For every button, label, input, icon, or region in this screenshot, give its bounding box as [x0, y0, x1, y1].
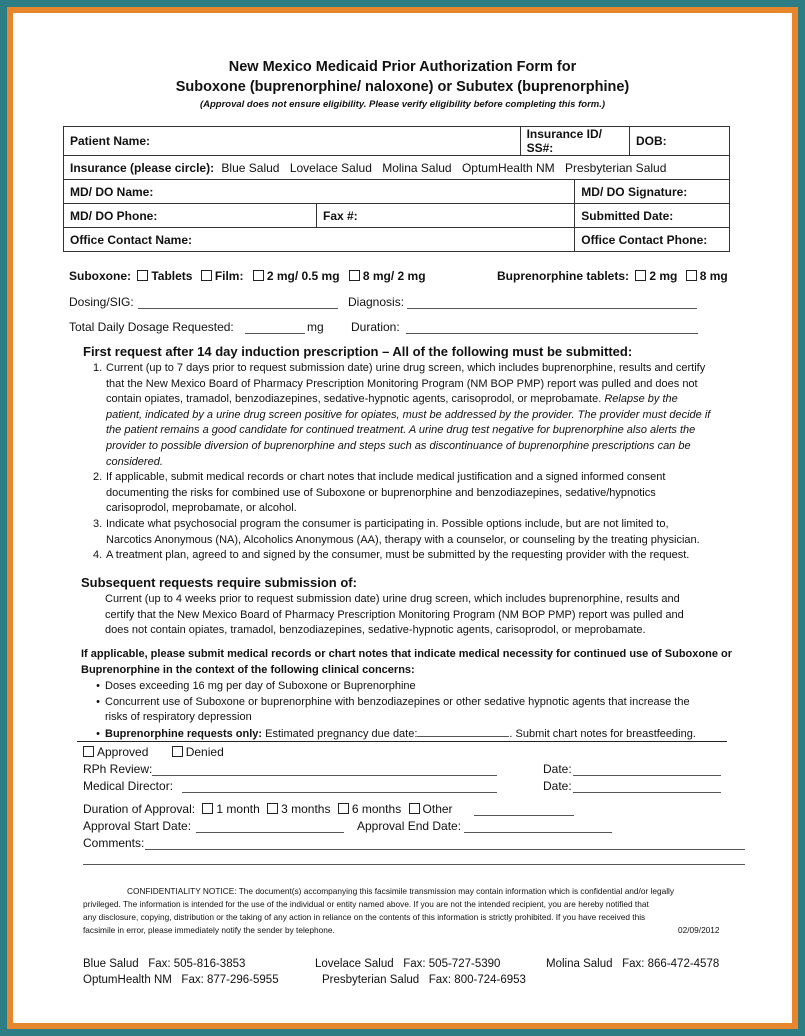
confidentiality-line2: privileged. The information is intended for the use of the individual or entity named above. If you are not the intended recipient, you are hereby notified that — [83, 899, 649, 909]
item1-line3: contain opiates, tramadol, benzodiazepines, sedative-hypnotic agents, carisoprodol, or meprobamate. — [106, 393, 602, 406]
form-title-line2: Suboxone (buprenorphine/ naloxone) or Subutex (buprenorphine) — [175, 79, 630, 95]
1-month-checkbox[interactable] — [202, 803, 213, 814]
medical-director-label: Medical Director: — [83, 779, 174, 793]
6-months-label: 6 months — [351, 802, 402, 816]
item1-italic-line2: the patient remains a good candidate for continued treatment. A urine drug test negative for buprenorphine also alerts the — [106, 424, 696, 437]
orange-frame — [7, 7, 798, 1029]
rph-date-label: Date: — [543, 762, 572, 776]
other-checkbox[interactable] — [409, 803, 420, 814]
insurer-lovelace-salud[interactable]: Lovelace Salud — [289, 160, 372, 175]
insurance-circle-label: Insurance (please circle): — [70, 160, 215, 175]
item3-line1: Indicate what psychosocial program the consumer is participating in. Possible options include, but are not limited to, — [106, 517, 669, 530]
item2-line3: carisoprodol, meprobamate, or alcohol. — [106, 502, 297, 515]
3-months-label: 3 months — [281, 802, 331, 816]
item1-line2: that the New Mexico Board of Pharmacy Prescription Monitoring Program (NM BOP PMP) report was pulled and does not — [106, 377, 698, 390]
office-contact-name-field[interactable]: Office Contact Name: — [64, 228, 575, 252]
approval-end-input[interactable] — [464, 832, 612, 833]
insurer-presbyterian-salud[interactable]: Presbyterian Salud — [564, 160, 667, 175]
item4-line1: A treatment plan, agreed to and signed by the consumer, must be submitted by the requesting provider with the request. — [106, 549, 690, 562]
duration-input[interactable] — [406, 333, 698, 334]
item1-line1: Current (up to 7 days prior to request submission date) urine drug screen, which includes buprenorphine, results and certify — [106, 362, 706, 374]
3-months-checkbox[interactable] — [267, 803, 278, 814]
fax-lovelace-salud: Lovelace Salud Fax: 505-727-5390 — [315, 958, 501, 970]
fax-optumhealth-nm: OptumHealth NM Fax: 877-296-5955 — [83, 974, 279, 986]
patient-name-field[interactable]: Patient Name: — [64, 127, 521, 156]
clinical-heading-line2: Buprenorphine in the context of the following clinical concerns: — [81, 663, 415, 676]
bullet-doses: Doses exceeding 16 mg per day of Suboxone or Buprenorphine — [105, 680, 416, 692]
form-date: 02/09/2012 — [678, 925, 720, 935]
buprenorphine-row — [497, 269, 728, 283]
tablets-checkbox[interactable] — [137, 270, 148, 281]
first-request-heading: First request after 14 day induction prescription – All of the following must be submitted: — [83, 344, 633, 359]
dose-8mg-checkbox[interactable] — [349, 270, 360, 281]
rph-review-label: RPh Review: — [83, 762, 153, 776]
1-month-label: 1 month — [216, 802, 260, 816]
total-daily-dosage-label: Total Daily Dosage Requested: — [69, 320, 234, 334]
clinical-bullets: • Doses exceeding 16 mg per day of Suboxone or Buprenorphine • Concurrent use of Suboxone or buprenorphine with benzodiazepines or other sedative hypnotic agents that increase the risks of respiratory depression • Buprenorphine requests only: Estimated pregnancy due date: . Submit chart notes for breastfeeding. — [96, 680, 696, 740]
clinical-heading-line1: If applicable, please submit medical records or chart notes that indicate medical necessity for continued use of Suboxone or — [81, 648, 732, 660]
confidentiality-line4: facsimile in error, please immediately notify the sender by telephone. — [83, 925, 335, 935]
dob-field[interactable]: DOB: — [630, 127, 730, 156]
fax-field[interactable]: Fax #: — [317, 204, 575, 228]
insurance-circle-row — [64, 156, 730, 180]
fax-presbyterian-salud: Presbyterian Salud Fax: 800-724-6953 — [322, 974, 526, 986]
other-label: Other — [422, 802, 453, 816]
subsequent-line2: certify that the New Mexico Board of Pharmacy Prescription Monitoring Program (NM BOP PMP) report was pulled and — [105, 608, 684, 621]
md-phone-field[interactable]: MD/ DO Phone: — [64, 204, 317, 228]
pregnancy-due-date-input[interactable] — [417, 726, 509, 737]
item3-line2: Narcotics Anonymous (NA), Alcoholics Anonymous (AA), therapy with a counselor, or counseling by the treating physician. — [106, 533, 700, 546]
item1-italic-tail: Relapse by the — [604, 393, 678, 406]
dose-2mg-checkbox[interactable] — [253, 270, 264, 281]
medical-director-input[interactable] — [182, 792, 497, 793]
approval-start-input[interactable] — [196, 832, 344, 833]
rph-review-input[interactable] — [152, 775, 497, 776]
decision-row — [83, 745, 224, 759]
md-date-label: Date: — [543, 779, 572, 793]
bup-2mg-checkbox[interactable] — [635, 270, 646, 281]
bup-8mg-label: 8 mg — [699, 269, 728, 283]
bullet-concurrent-2: risks of respiratory depression — [105, 711, 252, 724]
subsequent-line1: Current (up to 4 weeks prior to request submission date) urine drug screen, which includes buprenorphine, results and — [105, 593, 680, 605]
duration-approval-label: Duration of Approval: — [83, 802, 196, 816]
6-months-checkbox[interactable] — [338, 803, 349, 814]
item1-italic-line1: patient, indicated by a urine drug screen positive for opiates, must be addressed by the provider. The provider must decide if — [106, 408, 711, 421]
item1-italic-line3: provider to possible diversion of buprenorphine and steps such as discontinuance of buprenorphine prescriptions can be — [106, 439, 691, 452]
clinical-heading — [81, 647, 732, 678]
rph-date-input[interactable] — [573, 775, 721, 776]
suboxone-row — [69, 269, 426, 283]
insurer-blue-salud[interactable]: Blue Salud — [221, 160, 280, 175]
form-title-line1: New Mexico Medicaid Prior Authorization Form for — [228, 59, 577, 75]
bup-requests-only: Buprenorphine requests only: — [105, 727, 263, 740]
subsequent-line3: does not contain opiates, tramadol, benzodiazepines, sedative-hypnotic agents, carisoprodol, or meprobamate. — [105, 624, 646, 637]
film-checkbox[interactable] — [201, 270, 212, 281]
office-contact-phone-field[interactable]: Office Contact Phone: — [575, 228, 730, 252]
insurance-id-field[interactable]: Insurance ID/ SS#: — [520, 127, 629, 156]
comments-label: Comments: — [83, 836, 145, 850]
review-divider — [77, 741, 727, 742]
bup-8mg-checkbox[interactable] — [686, 270, 697, 281]
dosing-sig-input[interactable] — [138, 308, 338, 309]
denied-checkbox[interactable] — [172, 746, 183, 757]
total-daily-dosage-input[interactable] — [245, 333, 305, 334]
md-name-field[interactable]: MD/ DO Name: — [64, 180, 575, 204]
denied-label: Denied — [185, 745, 224, 759]
bup-2mg-label: 2 mg — [649, 269, 678, 283]
film-label: Film: — [214, 269, 244, 283]
confidentiality-line3: any disclosure, copying, distribution or the taking of any action in reliance on the contents of this information is strictly prohibited. If you have received this — [83, 912, 646, 922]
approved-label: Approved — [97, 745, 149, 759]
form-page — [13, 13, 792, 1023]
suboxone-label: Suboxone: — [69, 269, 131, 283]
insurer-optumhealth-nm[interactable]: OptumHealth NM — [461, 160, 555, 175]
approval-end-label: Approval End Date: — [357, 819, 462, 833]
comments-input-line1[interactable] — [145, 849, 745, 850]
confidentiality-line1: CONFIDENTIALITY NOTICE: The document(s) accompanying this facsimile transmission may contain information which is confidential and/or legally — [127, 886, 675, 896]
other-duration-input[interactable] — [474, 815, 574, 816]
fax-blue-salud: Blue Salud Fax: 505-816-3853 — [83, 958, 246, 970]
diagnosis-input[interactable] — [407, 308, 697, 309]
approved-checkbox[interactable] — [83, 746, 94, 757]
mg-unit: mg — [307, 320, 324, 334]
subsequent-heading: Subsequent requests require submission of: — [81, 575, 357, 590]
item2-line1: If applicable, submit medical records or chart notes that include medical justification and a signed informed consent — [106, 471, 666, 484]
md-signature-field[interactable]: MD/ DO Signature: — [575, 180, 730, 204]
dosing-sig-label: Dosing/SIG: — [69, 295, 134, 309]
item1-italic-line4: considered. — [106, 455, 163, 468]
duration-approval-row — [83, 802, 453, 816]
tablets-label: Tablets — [151, 269, 193, 283]
eligibility-note: (Approval does not ensure eligibility. Please verify eligibility before completing this form.) — [199, 99, 606, 110]
fax-molina-salud: Molina Salud Fax: 866-472-4578 — [546, 958, 720, 970]
first-request-list: 1. Current (up to 7 days prior to request submission date) urine drug screen, which includes buprenorphine, results and certify that the New Mexico Board of Pharmacy Prescription Monitoring Program (NM BOP PMP) report was pulled and does not contain opiates, tramadol, benzodiazepines, sedative-hypnotic agents, carisoprodol, or meprobamate. Relapse by the patient, indicated by a urine drug screen positive for opiates, must be addressed by the provider. The provider must decide if the patient remains a good candidate for continued treatment. A urine drug test negative for buprenorphine also alerts the provider to possible diversion of buprenorphine and steps such as discontinuance of buprenorphine prescriptions can be considered. 2. If applicable, submit medical records or chart notes that include medical justification and a signed informed consent documenting the risks for combined use of Suboxone or buprenorphine and benzodiazepines, sedative/hypnotics carisoprodol, meprobamate, or alcohol. 3. Indicate what psychosocial program the consumer is participating in. Possible options include, but are not limited to, Narcotics Anonymous (NA), Alcoholics Anonymous (AA), therapy with a counselor, or counseling by the treating physician. 4. A treatment plan, agreed to and signed by the consumer, must be submitted by the requesting provider with the request. — [93, 362, 711, 562]
bup-tablets-label: Buprenorphine tablets: — [497, 269, 630, 283]
breastfeeding-note: . Submit chart notes for breastfeeding. — [509, 727, 696, 740]
diagnosis-label: Diagnosis: — [348, 295, 405, 309]
approval-start-label: Approval Start Date: — [83, 819, 192, 833]
dose-8mg-label: 8 mg/ 2 mg — [362, 269, 426, 283]
dose-2mg-label: 2 mg/ 0.5 mg — [266, 269, 340, 283]
submitted-date-field[interactable]: Submitted Date: — [575, 204, 730, 228]
patient-info-table — [63, 126, 730, 252]
comments-input-line2[interactable] — [83, 864, 745, 865]
subsequent-text — [105, 592, 684, 639]
insurer-molina-salud[interactable]: Molina Salud — [382, 160, 452, 175]
item2-line2: documenting the risks for combined use of Suboxone or buprenorphine and benzodiazepines, sedative/hypnotics — [106, 486, 656, 499]
bullet-concurrent-1: Concurrent use of Suboxone or buprenorphine with benzodiazepines or other sedative hypnotic agents that increase the — [105, 695, 690, 708]
pregnancy-due-date-label: Estimated pregnancy due date: — [265, 727, 418, 740]
md-date-input[interactable] — [573, 792, 721, 793]
duration-label: Duration: — [351, 320, 400, 334]
